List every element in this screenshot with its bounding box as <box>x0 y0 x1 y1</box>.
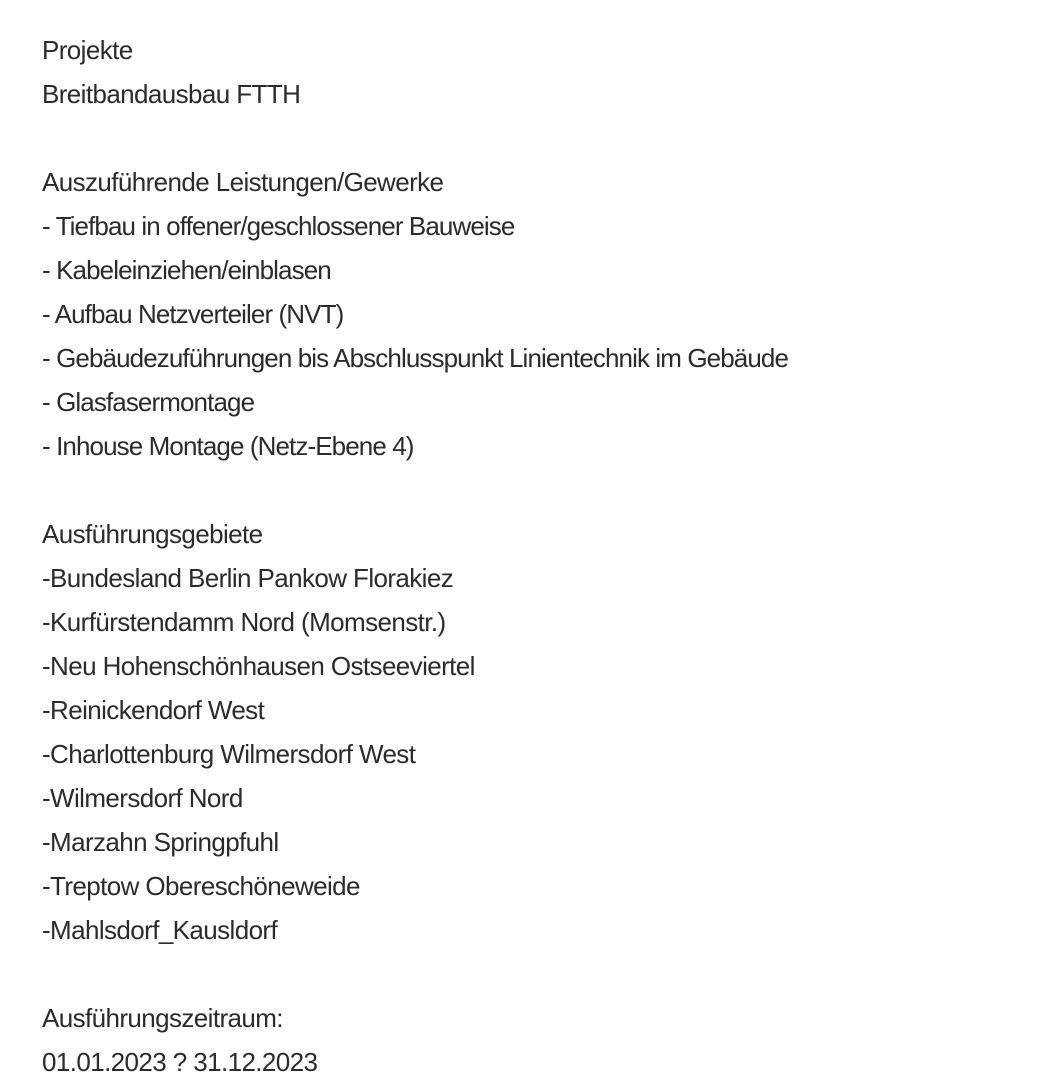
area-item: -Treptow Obereschöneweide <box>42 871 360 901</box>
service-item: - Aufbau Netzverteiler (NVT) <box>42 299 344 329</box>
services-heading: Auszuführende Leistungen/Gewerke <box>42 167 444 197</box>
period-value: 01.01.2023 ? 31.12.2023 <box>42 1047 318 1077</box>
service-item: - Kabeleinziehen/einblasen <box>42 255 331 285</box>
service-item: - Inhouse Montage (Netz-Ebene 4) <box>42 431 414 461</box>
project-document <box>42 28 788 1084</box>
area-item: -Mahlsdorf_Kausldorf <box>42 915 278 945</box>
section-label: Projekte <box>42 35 133 65</box>
service-item: - Glasfasermontage <box>42 387 255 417</box>
areas-heading: Ausführungsgebiete <box>42 519 263 549</box>
area-item: -Wilmersdorf Nord <box>42 783 243 813</box>
service-item: - Tiefbau in offener/geschlossener Bauweise <box>42 211 515 241</box>
area-item: -Charlottenburg Wilmersdorf West <box>42 739 416 769</box>
area-item: -Reinickendorf West <box>42 695 265 725</box>
project-title: Breitbandausbau FTTH <box>42 79 301 109</box>
area-item: -Bundesland Berlin Pankow Florakiez <box>42 563 454 593</box>
services-list <box>42 204 788 468</box>
area-item: -Kurfürstendamm Nord (Momsenstr.) <box>42 607 446 637</box>
spacer <box>42 952 788 996</box>
spacer <box>42 116 788 160</box>
service-item: - Gebäudezuführungen bis Abschlusspunkt Linientechnik im Gebäude <box>42 343 789 373</box>
period-heading: Ausführungszeitraum: <box>42 1003 283 1033</box>
area-item: -Neu Hohenschönhausen Ostseeviertel <box>42 651 475 681</box>
spacer <box>42 468 788 512</box>
areas-list <box>42 556 788 952</box>
area-item: -Marzahn Springpfuhl <box>42 827 279 857</box>
